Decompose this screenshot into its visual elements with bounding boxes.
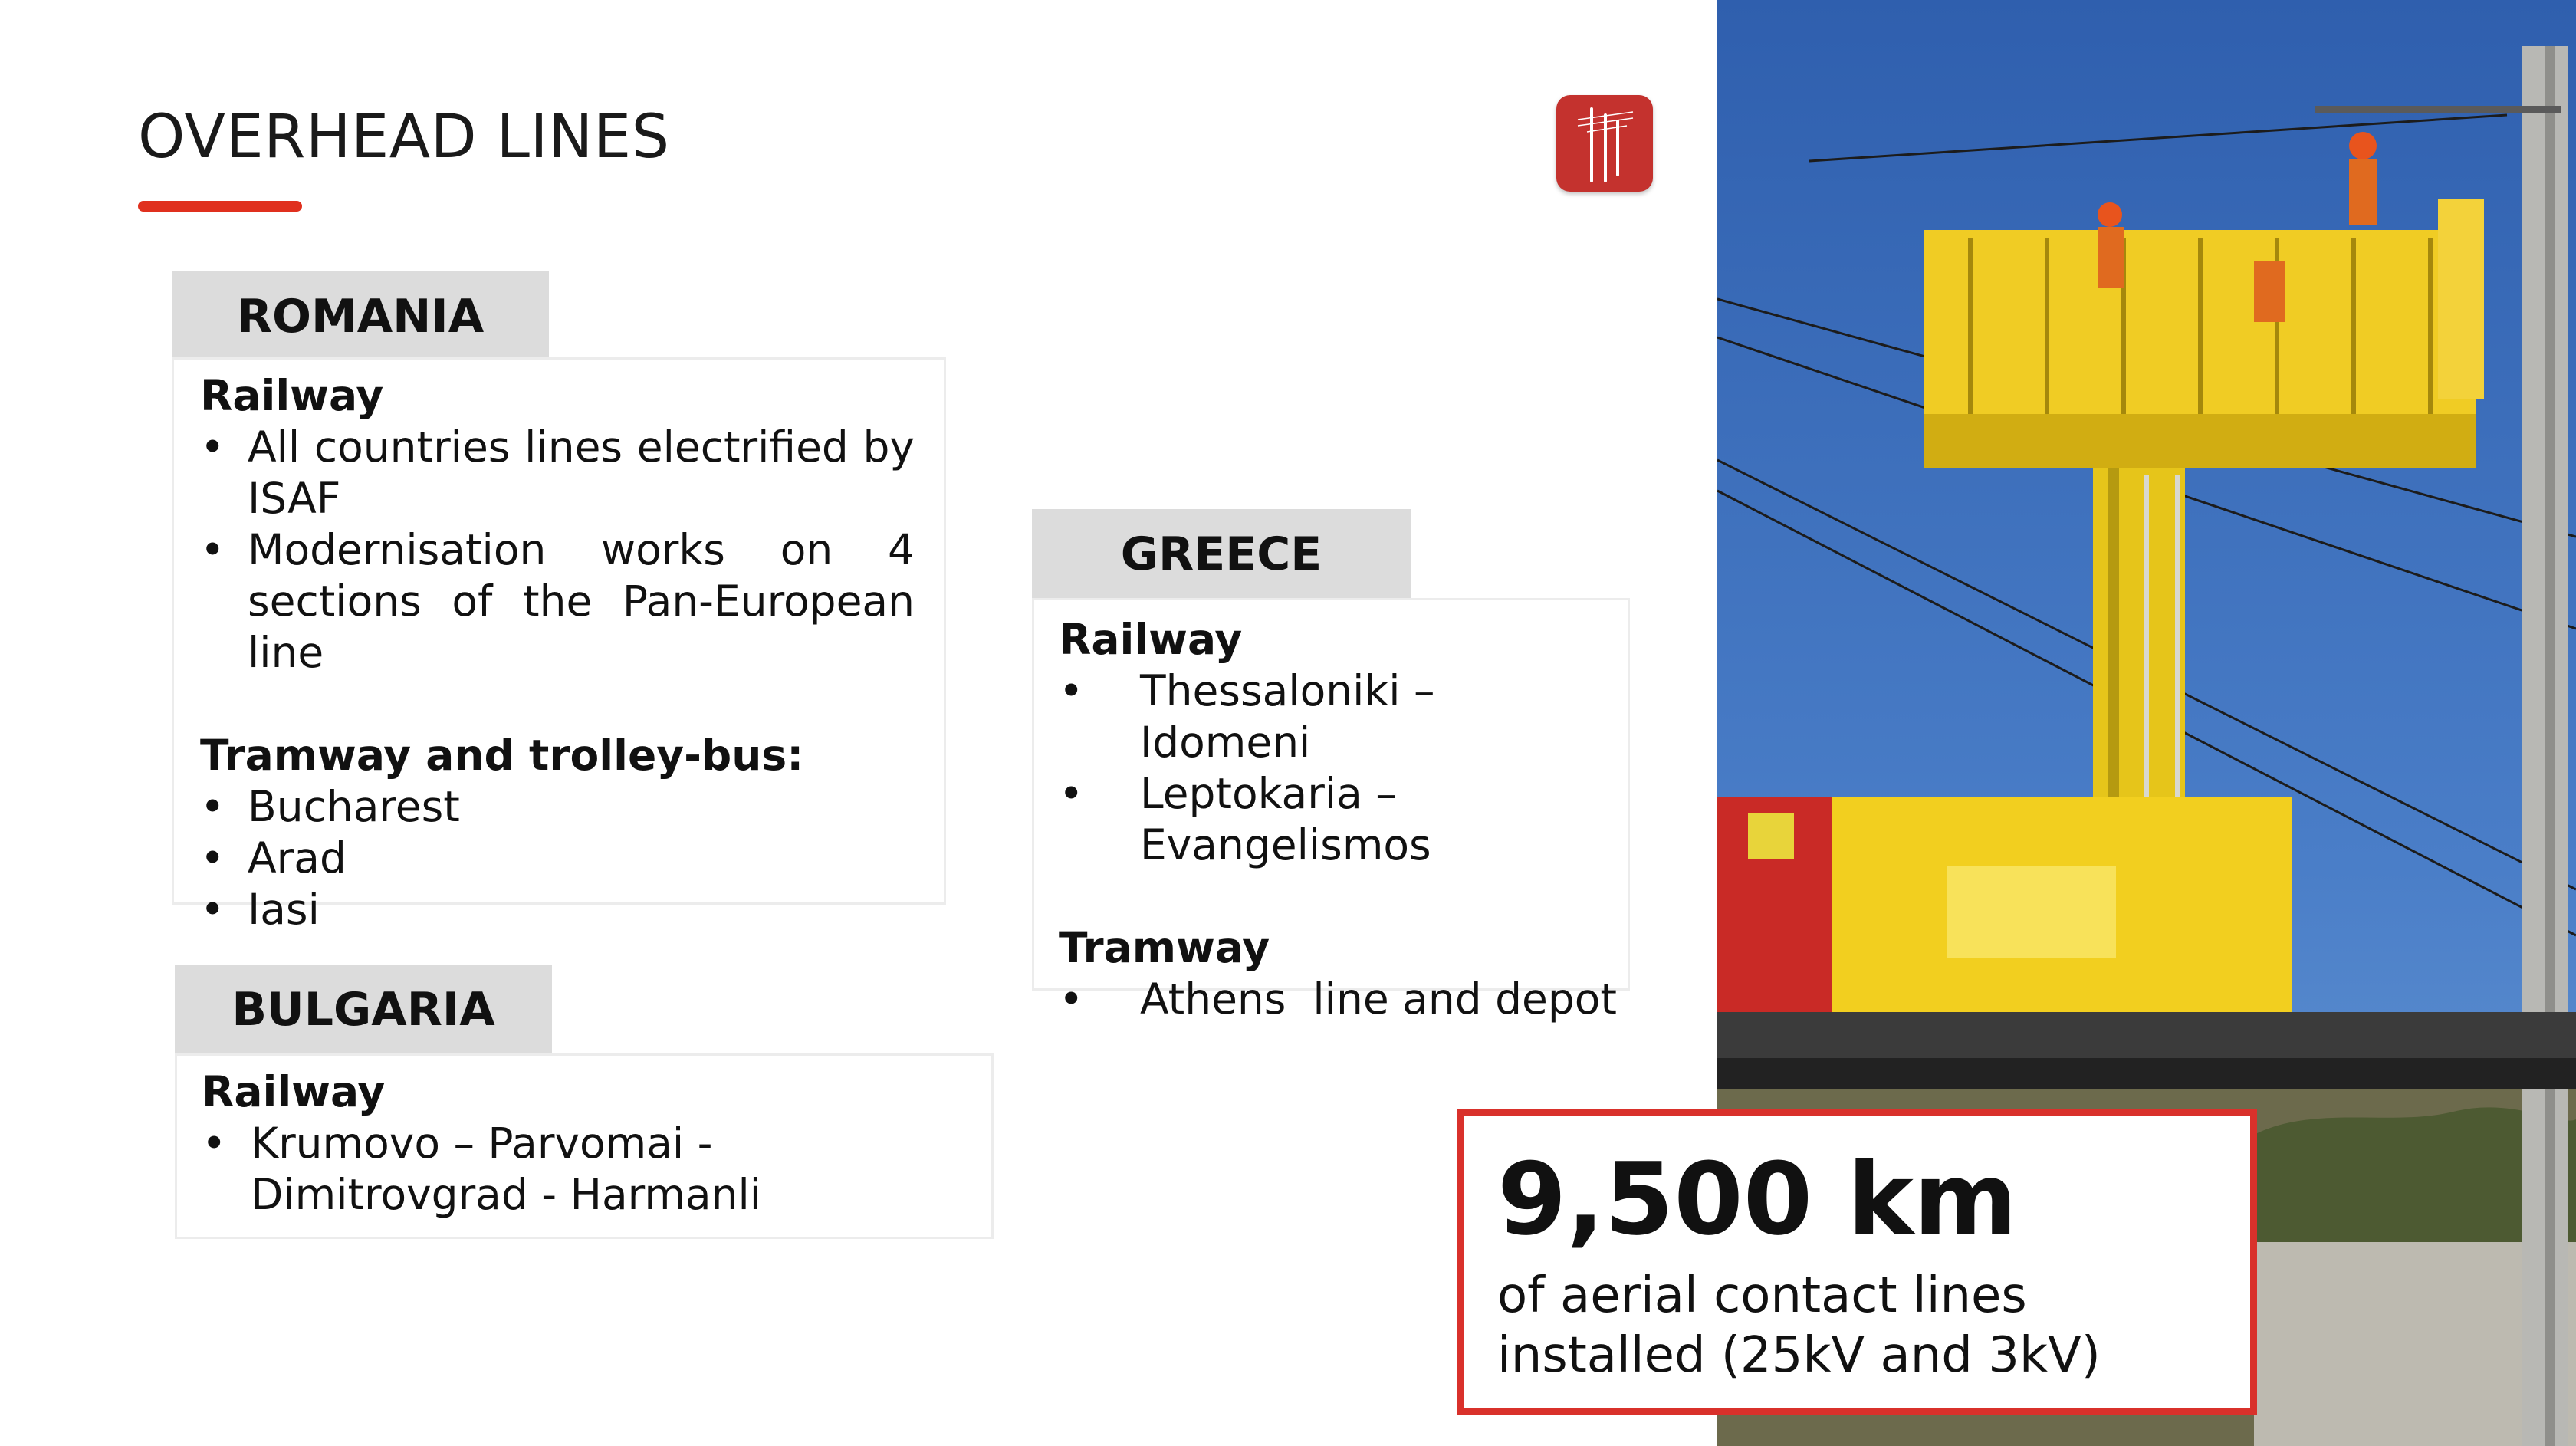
list-item: • Athens line and depot	[1059, 974, 1617, 1024]
stat-value: 9,500 km	[1497, 1141, 2018, 1257]
bullet-icon: •	[1059, 769, 1084, 818]
romania-tab-label: ROMANIA	[236, 290, 485, 343]
bulgaria-railway-list	[202, 1118, 968, 1221]
bullet-icon: •	[200, 525, 225, 574]
greece-tram-list	[1059, 974, 1617, 1025]
greece-tab-label: GREECE	[1120, 527, 1322, 581]
list-item: • Arad	[200, 833, 347, 882]
list-item: • Krumovo – Parvomai - Dimitrovgrad - Harmanli	[202, 1119, 762, 1219]
stat-description: of aerial contact lines installed (25kV and 3kV)	[1497, 1267, 2101, 1384]
list-item: • Bucharest	[200, 782, 460, 831]
bulgaria-railway-heading: Railway	[202, 1067, 386, 1116]
greece-railway-list	[1059, 665, 1612, 871]
greece-railway-heading: Railway	[1059, 615, 1243, 664]
bullet-icon: •	[202, 1119, 227, 1168]
bulgaria-tab	[175, 965, 552, 1055]
list-item: • Iasi	[200, 885, 320, 934]
romania-tab	[172, 271, 549, 362]
greece-tab	[1032, 509, 1411, 600]
list-item: • Leptokaria – Evangelismos	[1059, 769, 1431, 869]
bullet-icon: •	[200, 422, 225, 472]
list-item: • Modernisation works on 4 sections of the Pan-European line	[200, 525, 915, 677]
greece-box	[1032, 598, 1630, 1024]
romania-tram-list	[200, 781, 915, 935]
bullet-icon: •	[1059, 974, 1084, 1024]
bulgaria-box	[175, 1053, 994, 1239]
page-title: OVERHEAD LINES	[138, 103, 670, 172]
bullet-icon: •	[1059, 666, 1084, 715]
bulgaria-tab-label: BULGARIA	[232, 983, 495, 1037]
bullet-icon: •	[200, 782, 225, 831]
isaf-logo-icon	[1556, 95, 1653, 192]
romania-box	[172, 357, 946, 934]
greece-tram-heading: Tramway	[1059, 923, 1270, 972]
romania-tram-heading: Tramway and trolley-bus:	[200, 731, 804, 780]
title-underline	[138, 201, 302, 212]
bullet-icon: •	[200, 885, 225, 934]
stat-callout	[1457, 1109, 2257, 1415]
romania-railway-list	[200, 422, 915, 679]
list-item: • Thessaloniki – Idomeni	[1059, 666, 1435, 767]
list-item: • All countries lines electrified by ISAF	[200, 422, 915, 523]
bullet-icon: •	[200, 833, 225, 882]
romania-railway-heading: Railway	[200, 371, 384, 420]
